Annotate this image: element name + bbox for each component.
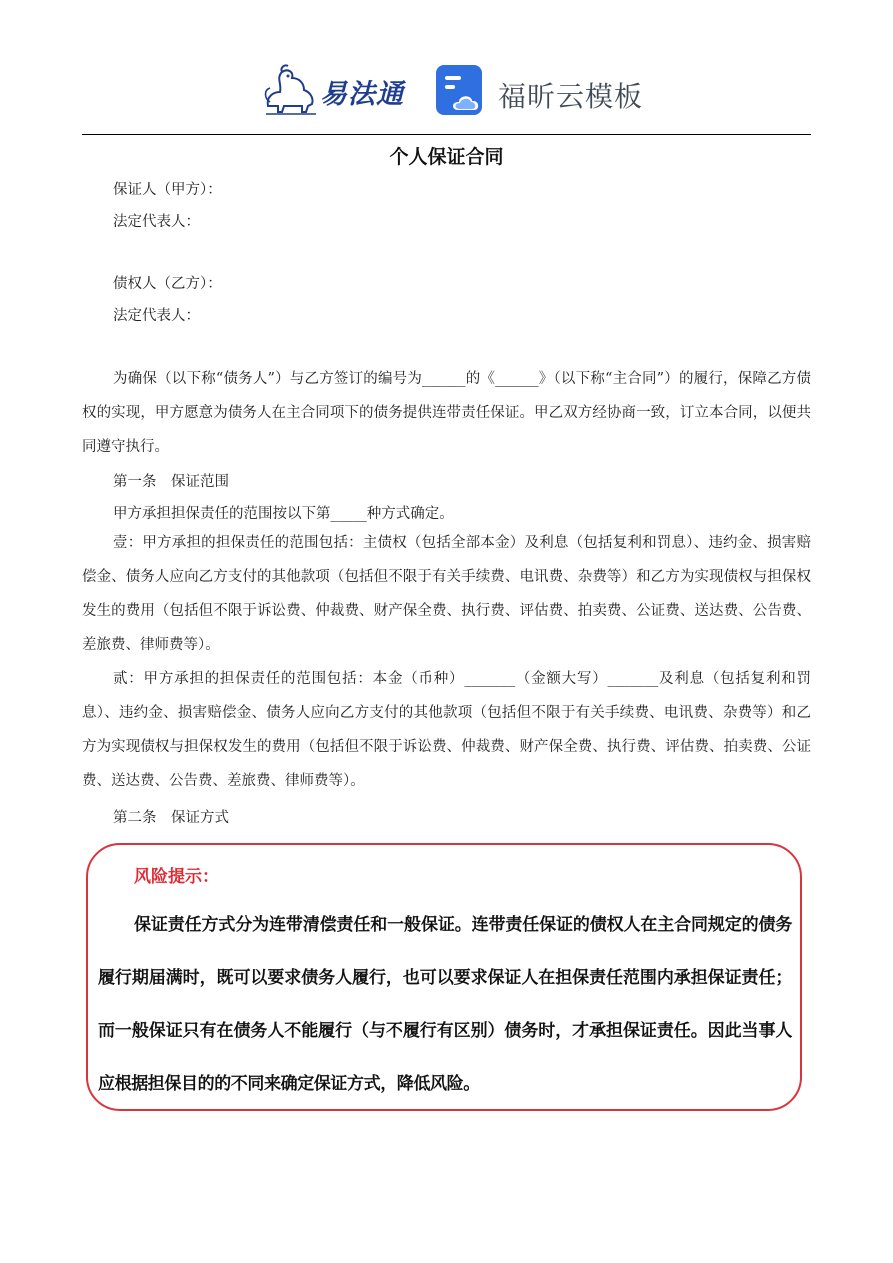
article-1-intro: 甲方承担担保责任的范围按以下第_____种方式确定。	[113, 506, 454, 522]
scope-option-2: 贰：甲方承担的担保责任的范围包括：本金（币种）_______（金额大写）_______及利息（包括复利和罚息）、违约金、损害赔偿金、债务人应向乙方支付的其他款项（包括但不限于有关手续费、电讯费、杂费等）和乙方为实现债权与担保权发生的费用（包括但不限于诉讼费、仲裁费、财产保全费、执行费、评估费、拍卖费、公证费、送达费、公告费、差旅费、律师费等）。	[82, 671, 811, 789]
contract-preamble: 为确保（以下称“债务人”）与乙方签订的编号为______的《______》（以下称“主合同”）的履行，保障乙方债权的实现，甲方愿意为债务人在主合同项下的债务提供连带责任保证。甲乙双方经协商一致，订立本合同，以便共同遵守执行。	[82, 371, 811, 455]
guarantor-label: 保证人（甲方）：	[113, 182, 222, 198]
risk-notice-title: 风险提示：	[134, 867, 219, 887]
cloud-document-icon	[436, 65, 488, 117]
header-divider	[82, 134, 811, 135]
yifatong-logo	[262, 62, 412, 118]
creditor-label: 债权人（乙方）：	[113, 276, 222, 292]
fuxin-cloud-template-logo	[436, 65, 646, 117]
risk-notice-body: 保证责任方式分为连带清偿责任和一般保证。连带责任保证的债权人在主合同规定的债务履行期届满时，既可以要求债务人履行，也可以要求保证人在担保责任范围内承担保证责任；而一般保证只有在债务人不能履行（与不履行有区别）债务时，才承担保证责任。因此当事人应根据担保目的的不同来确定保证方式，降低风险。	[98, 915, 792, 1094]
scope-option-1: 壹：甲方承担的担保责任的范围包括：主债权（包括全部本金）及利息（包括复利和罚息）、违约金、损害赔偿金、债务人应向乙方支付的其他款项（包括但不限于有关手续费、电讯费、杂费等）和乙方为实现债权与担保权发生的费用（包括但不限于诉讼费、仲裁费、财产保全费、执行费、评估费、拍卖费、公证费、送达费、公告费、差旅费、律师费等）。	[82, 535, 811, 653]
qilin-mascot-icon	[262, 62, 322, 118]
guarantor-representative-label: 法定代表人：	[113, 214, 200, 230]
risk-notice-box	[86, 843, 802, 1111]
yifatong-logo-text: 易法通	[320, 79, 404, 110]
article-2-heading: 第二条 保证方式	[113, 810, 229, 826]
creditor-representative-label: 法定代表人：	[113, 308, 200, 324]
document-title: 个人保证合同	[389, 146, 504, 168]
article-1-heading: 第一条 保证范围	[113, 474, 229, 490]
page-header	[0, 56, 893, 126]
fuxin-logo-text: 福昕云模板	[498, 80, 644, 113]
